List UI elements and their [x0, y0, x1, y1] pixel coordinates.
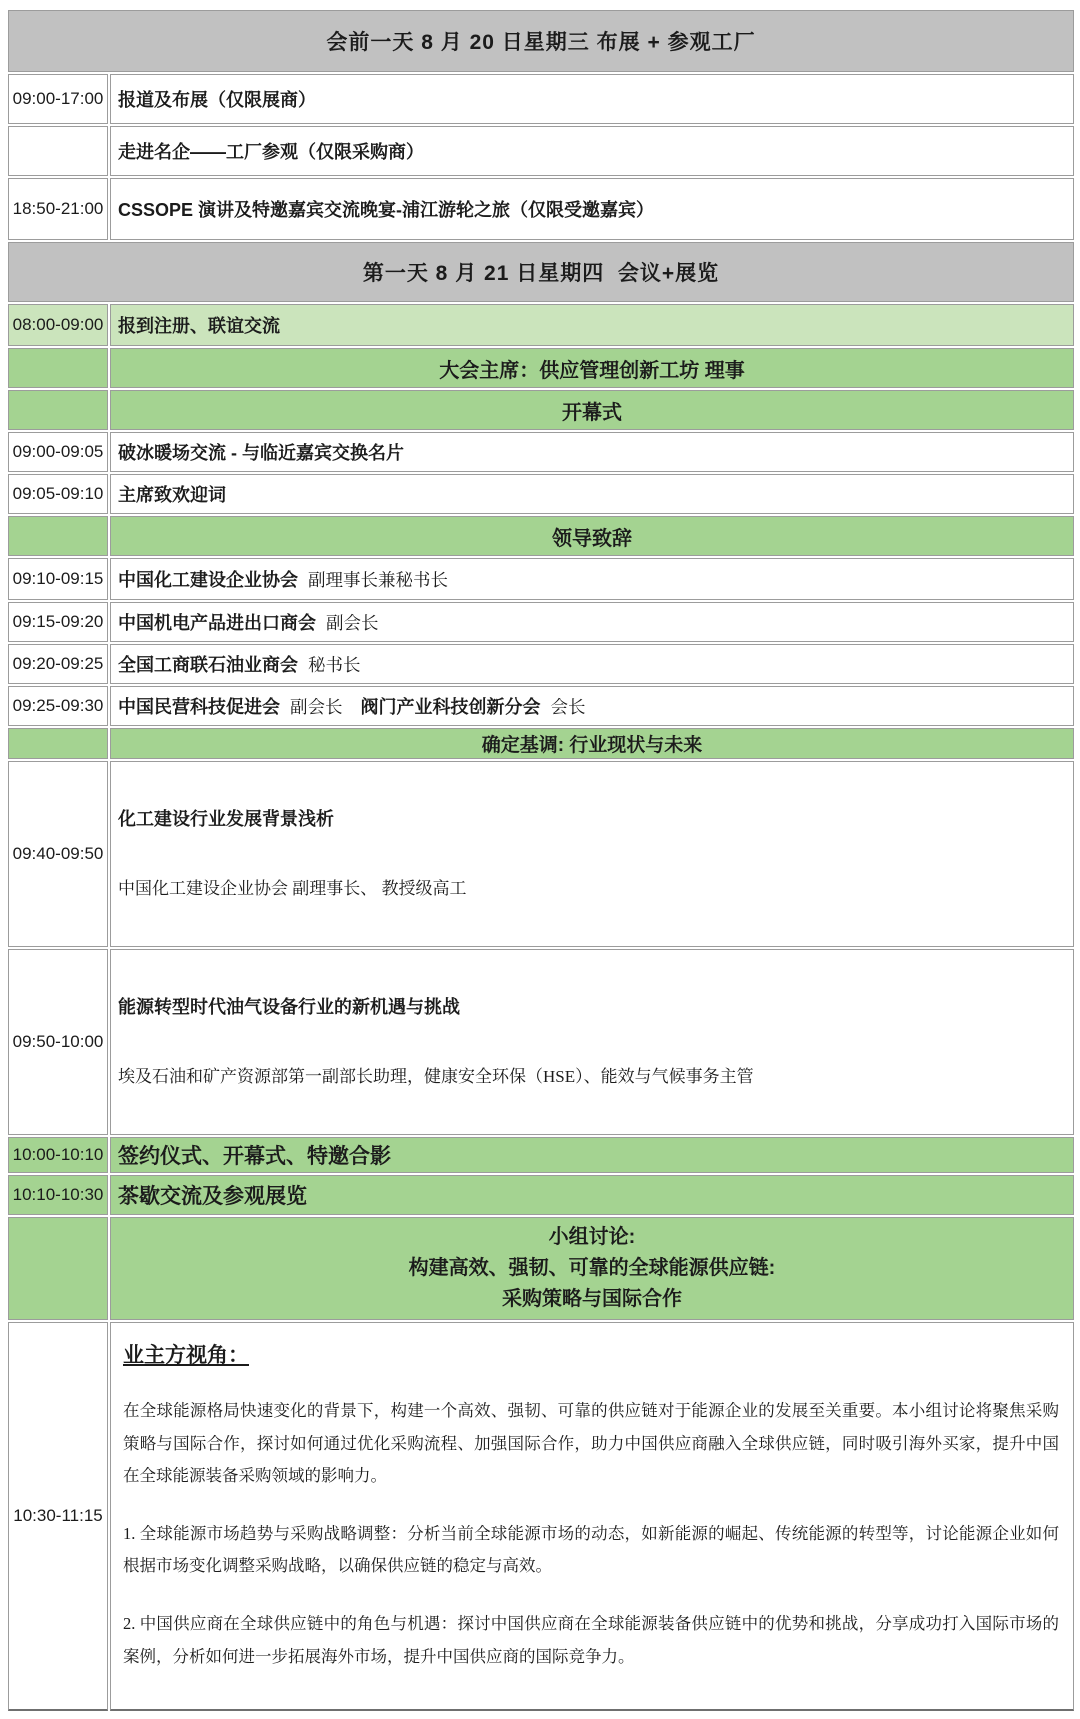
event-cell	[110, 644, 1074, 684]
event-cell	[110, 761, 1074, 947]
org-title: 副会长	[326, 613, 379, 633]
teabreak-row	[8, 1175, 1074, 1215]
event-cell: 报到注册、联谊交流	[110, 304, 1074, 346]
signing-row	[8, 1137, 1074, 1173]
org-name: 中国机电产品进出口商会	[118, 613, 316, 633]
keynote-banner-row	[8, 728, 1074, 759]
time-cell	[8, 348, 108, 388]
time-cell	[8, 1217, 108, 1320]
welcome-row	[8, 474, 1074, 514]
leader1-row	[8, 558, 1074, 600]
session-banner: 领导致辞	[110, 516, 1074, 556]
time-cell: 09:40-09:50	[8, 761, 108, 947]
org-title: 会长	[550, 697, 586, 717]
chair-banner-row	[8, 348, 1074, 388]
time-cell: 09:00-17:00	[8, 74, 108, 124]
session-banner: 大会主席：供应管理创新工坊 理事	[110, 348, 1074, 388]
event-cell	[110, 686, 1074, 726]
org-name: 全国工商联石油业商会	[118, 655, 298, 675]
panel-perspective-title: 业主方视角：	[123, 1344, 249, 1368]
panel-intro: 在全球能源格局快速变化的背景下，构建一个高效、强韧、可靠的供应链对于能源企业的发展至关重要。本小组讨论将聚焦采购策略与国际合作，探讨如何通过优化采购流程、加强国际合作，助力中国供应商融入全球供应链，同时吸引海外买家，提升中国在全球能源装备采购领域的影响力。	[123, 1401, 1059, 1485]
time-cell: 09:00-09:05	[8, 432, 108, 472]
org-title: 副理事长兼秘书长	[308, 570, 448, 590]
panel-banner-row	[8, 1217, 1074, 1320]
leader4-row	[8, 686, 1074, 726]
panel-body-cell	[110, 1322, 1074, 1710]
org-title: 副会长	[290, 697, 343, 717]
talk2-row	[8, 949, 1074, 1135]
panel-point-1: 1. 全球能源市场趋势与采购战略调整：分析当前全球能源市场的动态，如新能源的崛起、传统能源的转型等，讨论能源企业如何根据市场变化调整采购战略，以确保供应链的稳定与高效。	[123, 1523, 1059, 1576]
time-cell: 10:00-10:10	[8, 1137, 108, 1173]
preday-setup-row	[8, 74, 1074, 124]
event-cell: 主席致欢迎词	[110, 474, 1074, 514]
agenda-table	[6, 8, 1076, 1713]
leader3-row	[8, 644, 1074, 684]
event-cell: 报道及布展（仅限展商）	[110, 74, 1074, 124]
event-cell	[110, 602, 1074, 642]
panel-banner-line: 构建高效、强韧、可靠的全球能源供应链:	[408, 1257, 776, 1280]
preday-header-row	[8, 10, 1074, 72]
leader2-row	[8, 602, 1074, 642]
day1-header-row	[8, 242, 1074, 302]
time-cell: 09:05-09:10	[8, 474, 108, 514]
session-banner: 开幕式	[110, 390, 1074, 430]
event-cell: 走进名企——工厂参观（仅限采购商）	[110, 126, 1074, 176]
preday-factory-tour-row	[8, 126, 1074, 176]
time-cell	[8, 728, 108, 759]
time-cell: 09:15-09:20	[8, 602, 108, 642]
panel-banner-line: 采购策略与国际合作	[502, 1288, 682, 1311]
time-cell: 08:00-09:00	[8, 304, 108, 346]
event-cell	[110, 558, 1074, 600]
panel-detail-row	[8, 1322, 1074, 1710]
opening-banner-row	[8, 390, 1074, 430]
time-cell: 09:50-10:00	[8, 949, 108, 1135]
event-cell	[110, 949, 1074, 1135]
time-cell: 10:10-10:30	[8, 1175, 108, 1215]
time-cell: 10:30-11:15	[8, 1322, 108, 1710]
talk-speaker: 中国化工建设企业协会 副理事长、 教授级高工	[118, 878, 467, 898]
time-cell: 09:10-09:15	[8, 558, 108, 600]
registration-row	[8, 304, 1074, 346]
talk1-row	[8, 761, 1074, 947]
talk-topic: 能源转型时代油气设备行业的新机遇与挑战	[118, 997, 460, 1018]
session-banner: 确定基调: 行业现状与未来	[110, 728, 1074, 759]
day1-day-header: 第一天 8 月 21 日星期四 会议+展览	[8, 242, 1074, 302]
time-cell: 18:50-21:00	[8, 178, 108, 240]
time-cell	[8, 516, 108, 556]
org-name: 阀门产业科技创新分会	[360, 697, 541, 717]
preday-day-header: 会前一天 8 月 20 日星期三 布展 + 参观工厂	[8, 10, 1074, 72]
event-cell: CSSOPE 演讲及特邀嘉宾交流晚宴-浦江游轮之旅（仅限受邀嘉宾）	[110, 178, 1074, 240]
time-cell	[8, 126, 108, 176]
talk-speaker: 埃及石油和矿产资源部第一副部长助理，健康安全环保（HSE）、能效与气候事务主管	[118, 1067, 754, 1087]
panel-point-2: 2. 中国供应商在全球供应链中的角色与机遇：探讨中国供应商在全球能源装备供应链中的优势和挑战，分享成功打入国际市场的案例，分析如何进一步拓展海外市场，提升中国供应商的国际竞争力。	[123, 1614, 1059, 1666]
event-cell: 破冰暖场交流 - 与临近嘉宾交换名片	[110, 432, 1074, 472]
time-cell	[8, 390, 108, 430]
panel-banner	[110, 1217, 1074, 1320]
event-cell: 茶歇交流及参观展览	[110, 1175, 1074, 1215]
leaders-banner-row	[8, 516, 1074, 556]
preday-banquet-row	[8, 178, 1074, 240]
event-cell: 签约仪式、开幕式、特邀合影	[110, 1137, 1074, 1173]
icebreak-row	[8, 432, 1074, 472]
org-name: 中国化工建设企业协会	[118, 570, 298, 590]
org-title: 秘书长	[308, 655, 361, 675]
time-cell: 09:25-09:30	[8, 686, 108, 726]
org-name: 中国民营科技促进会	[118, 697, 280, 717]
panel-banner-line: 小组讨论:	[548, 1226, 636, 1249]
time-cell: 09:20-09:25	[8, 644, 108, 684]
talk-topic: 化工建设行业发展背景浅析	[118, 809, 334, 829]
